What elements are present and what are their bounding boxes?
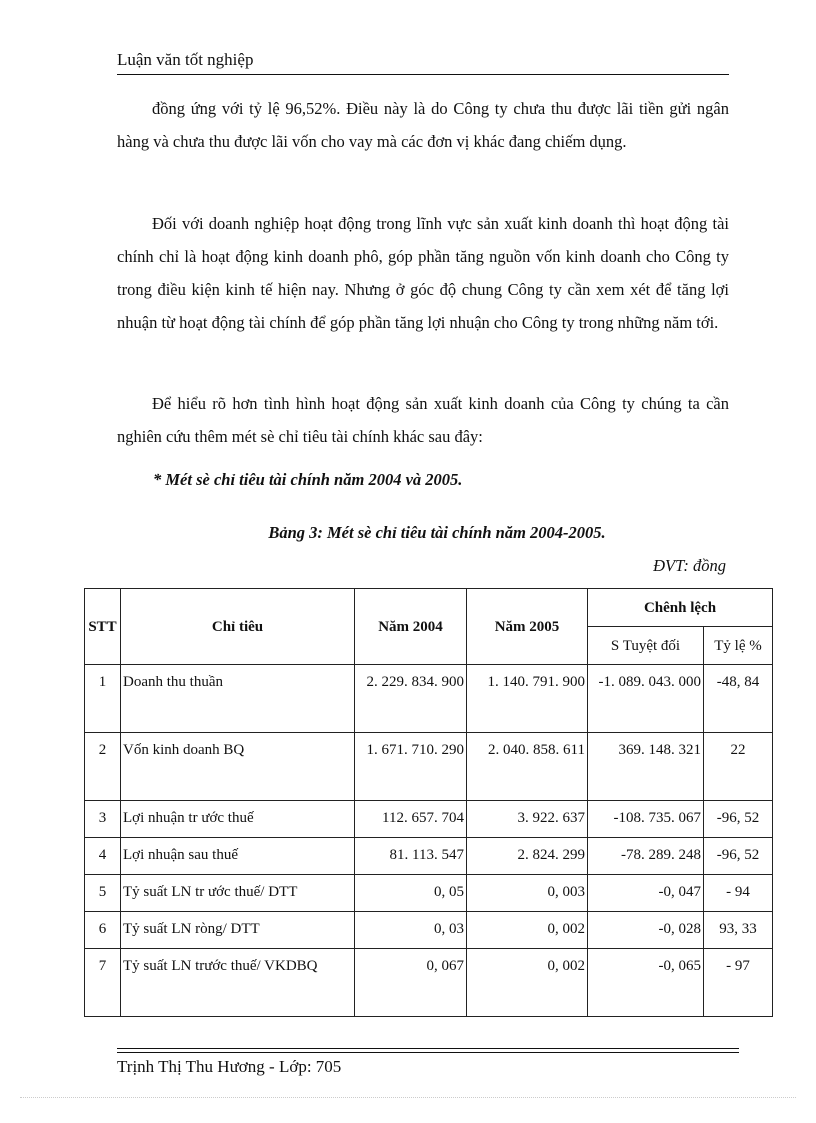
cell-pct: -96, 52 [704,801,773,838]
cell-abs: -78. 289. 248 [588,838,704,875]
cell-stt: 7 [85,949,121,1017]
paragraph-2: Đối với doanh nghiệp hoạt động trong lĩnh vực sản xuất kinh doanh thì hoạt động tài chính chỉ là hoạt động kinh doanh phô, góp phần tăng nguồn vốn kinh doanh cho Công ty trong điều kiện kinh tế hiện nay. Nhưng ở góc độ chung Công ty cần xem xét để tăng lợi nhuận từ hoạt động tài chính để góp phần tăng lợi nhuận cho Công ty trong những năm tới. [117,214,729,332]
cell-2005: 1. 140. 791. 900 [467,665,588,733]
cell-abs: 369. 148. 321 [588,733,704,801]
cell-name: Tỷ suất LN tr ước thuế/ DTT [121,875,355,912]
cell-pct: 22 [704,733,773,801]
cell-abs: -0, 065 [588,949,704,1017]
cell-pct: - 94 [704,875,773,912]
cell-stt: 3 [85,801,121,838]
table-row [85,949,773,1017]
cell-2005: 0, 003 [467,875,588,912]
cell-pct: - 97 [704,949,773,1017]
paragraph-1: đồng ứng với tỷ lệ 96,52%. Điều này là do Công ty chưa thu được lãi tiền gửi ngân hàng và chưa thu được lãi vốn cho vay mà các đơn vị khác đang chiếm dụng. [117,99,729,151]
paragraph-3: Để hiểu rõ hơn tình hình hoạt động sản xuất kinh doanh của Công ty chúng ta cần nghiên cứu thêm mét sè chỉ tiêu tài chính khác sau đây: [117,394,729,446]
header-abs: S Tuyệt đối [588,627,704,665]
cell-stt: 1 [85,665,121,733]
header-stt: STT [85,589,121,665]
table-row [85,875,773,912]
section-subheading: * Mét sè chỉ tiêu tài chính năm 2004 và 2005. [153,470,463,489]
page-footer: Trịnh Thị Thu Hương - Lớp: 705 [117,1057,342,1076]
cell-stt: 6 [85,912,121,949]
table-caption: Bảng 3: Mét sè chỉ tiêu tài chính năm 2004-2005. [268,523,606,542]
table-row [85,665,773,733]
header-diff: Chênh lệch [588,589,773,627]
cell-name: Tỷ suất LN ròng/ DTT [121,912,355,949]
cell-pct: -96, 52 [704,838,773,875]
header-2004: Năm 2004 [355,589,467,665]
cell-name: Tỷ suất LN trước thuế/ VKDBQ [121,949,355,1017]
footer-rule [117,1048,739,1049]
cell-2005: 3. 922. 637 [467,801,588,838]
footer-rule-thin [117,1052,739,1053]
cell-abs: -0, 028 [588,912,704,949]
cell-stt: 4 [85,838,121,875]
page-bottom-divider [20,1097,796,1098]
header-2005: Năm 2005 [467,589,588,665]
table-row [85,838,773,875]
cell-stt: 5 [85,875,121,912]
unit-label: ĐVT: đồng [653,556,726,575]
table-row [85,733,773,801]
cell-abs: -108. 735. 067 [588,801,704,838]
cell-2004: 2. 229. 834. 900 [355,665,467,733]
cell-stt: 2 [85,733,121,801]
header-name: Chỉ tiêu [121,589,355,665]
cell-abs: -0, 047 [588,875,704,912]
cell-2004: 0, 03 [355,912,467,949]
cell-2004: 1. 671. 710. 290 [355,733,467,801]
cell-pct: 93, 33 [704,912,773,949]
cell-2004: 0, 05 [355,875,467,912]
cell-2005: 0, 002 [467,912,588,949]
header-pct: Tỷ lệ % [704,627,773,665]
table-row [85,912,773,949]
cell-2004: 0, 067 [355,949,467,1017]
financial-indicators-table [84,588,773,1017]
cell-name: Vốn kinh doanh BQ [121,733,355,801]
cell-2005: 2. 824. 299 [467,838,588,875]
table-row [85,801,773,838]
cell-name: Lợi nhuận sau thuế [121,838,355,875]
cell-abs: -1. 089. 043. 000 [588,665,704,733]
cell-2005: 2. 040. 858. 611 [467,733,588,801]
cell-name: Lợi nhuận tr ước thuế [121,801,355,838]
cell-pct: -48, 84 [704,665,773,733]
page-header: Luận văn tốt nghiệp [117,50,729,75]
cell-2005: 0, 002 [467,949,588,1017]
cell-name: Doanh thu thuần [121,665,355,733]
cell-2004: 81. 113. 547 [355,838,467,875]
cell-2004: 112. 657. 704 [355,801,467,838]
